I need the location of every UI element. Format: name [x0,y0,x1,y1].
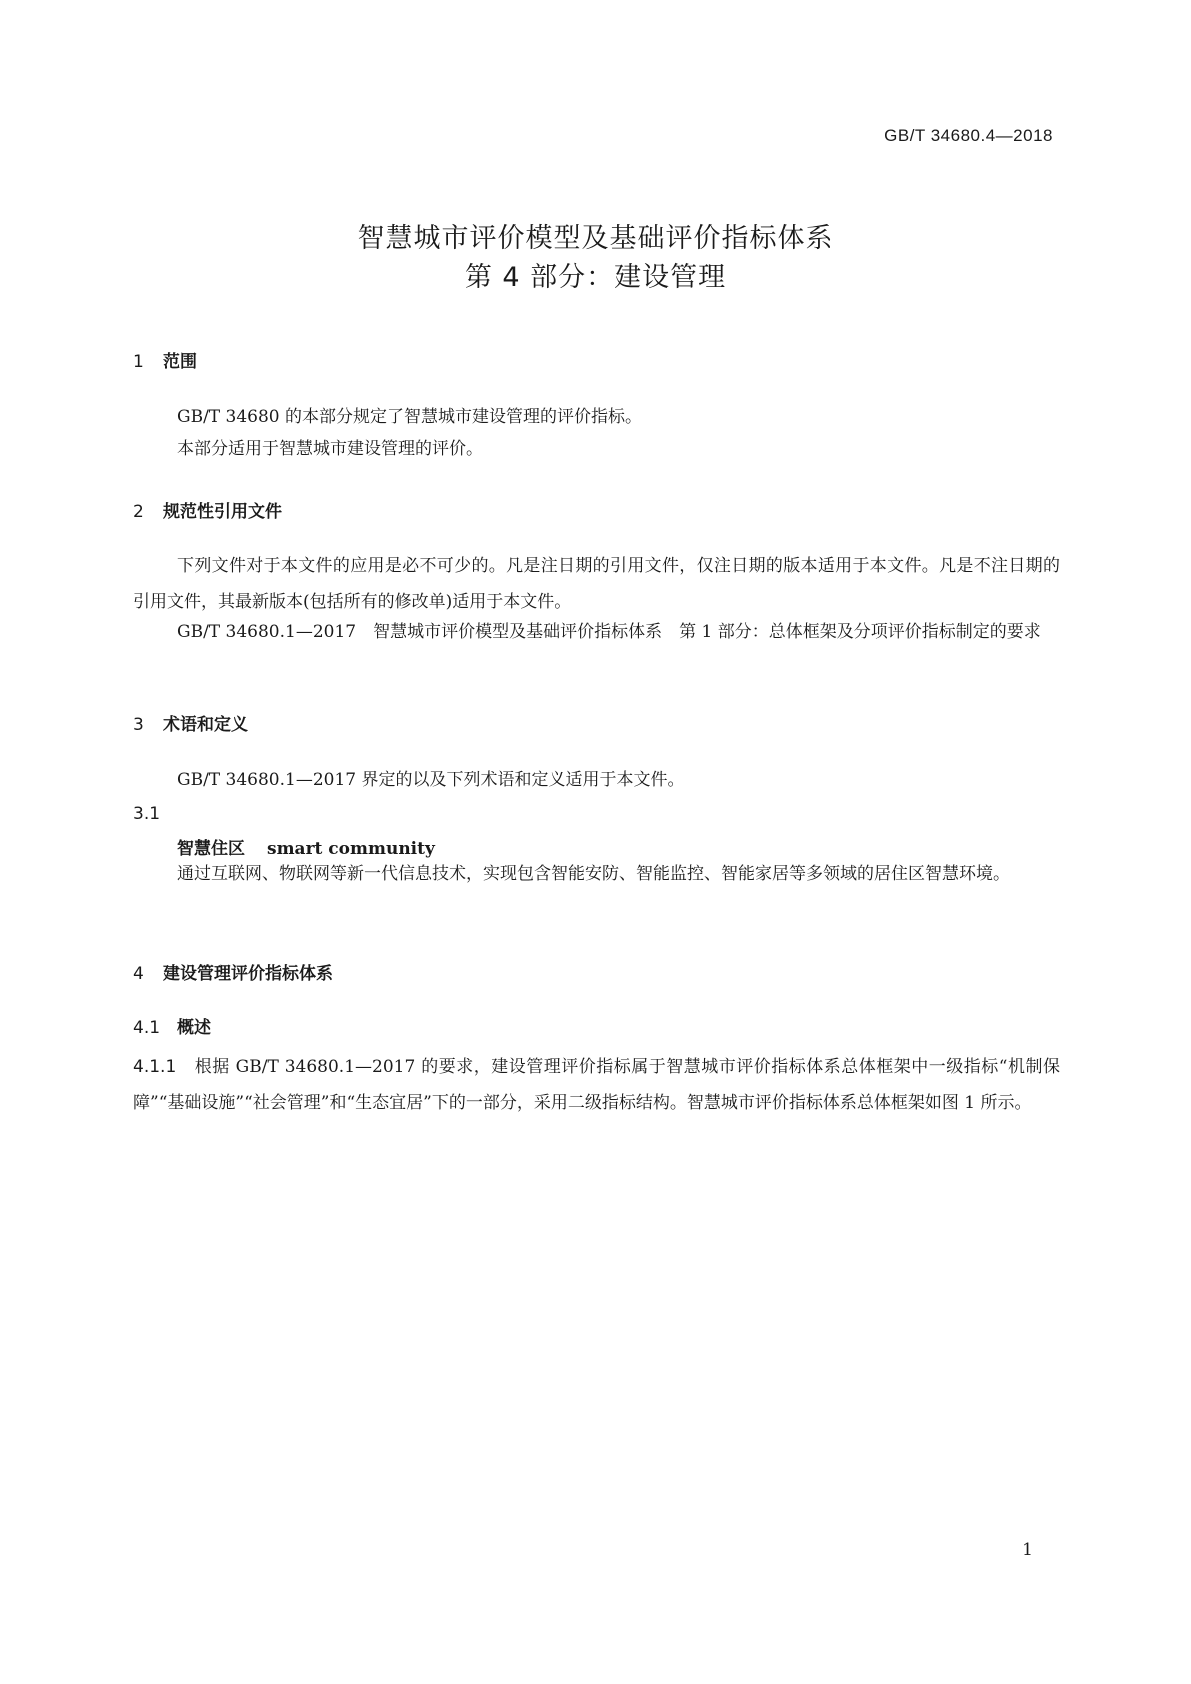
document-title-line2: 第 4 部分：建设管理 [464,262,727,293]
section-1-paragraph-1: GB/T 34680 的本部分规定了智慧城市建设管理的评价指标。 [177,407,643,427]
clause-4-1-1 [133,1049,1060,1121]
section-number: 3 [133,715,144,735]
section-title: 术语和定义 [163,715,248,735]
page-number: 1 [1022,1540,1033,1560]
section-3-paragraph-1: GB/T 34680.1—2017 界定的以及下列术语和定义适用于本文件。 [177,770,685,790]
section-4-heading [133,959,333,984]
section-title: 规范性引用文件 [163,502,282,522]
subsection-number: 4.1 [133,1018,161,1038]
clause-text: 根据 GB/T 34680.1—2017 的要求，建设管理评价指标属于智慧城市评价指标体系总体框架中一级指标“机制保障”“基础设施”“社会管理”和“生态宜居”下的一部分，采用二级指标结构。智慧城市评价指标体系总体框架如图 1 所示。 [133,1057,1060,1113]
term-number: 3.1 [133,804,161,824]
section-title: 范围 [163,352,197,372]
standard-code: GB/T 34680.4—2018 [884,126,1053,145]
term-english: smart community [267,839,435,859]
section-number: 4 [133,964,144,984]
section-2-normative-reference: GB/T 34680.1—2017 智慧城市评价模型及基础评价指标体系 第 1 部分：总体框架及分项评价指标制定的要求 [177,622,1041,642]
subsection-4-1-heading [133,1013,211,1038]
section-1-heading [133,347,197,372]
section-number: 1 [133,352,144,372]
document-title-line1: 智慧城市评价模型及基础评价指标体系 [357,223,834,254]
section-number: 2 [133,502,144,522]
section-title: 建设管理评价指标体系 [163,964,333,984]
term-chinese: 智慧住区 [177,839,245,859]
subsection-title: 概述 [177,1018,211,1038]
section-2-paragraph-1: 下列文件对于本文件的应用是必不可少的。凡是注日期的引用文件，仅注日期的版本适用于本文件。凡是不注日期的引用文件，其最新版本(包括所有的修改单)适用于本文件。 [133,556,1060,612]
section-2-heading [133,497,282,522]
clause-number: 4.1.1 [133,1057,177,1077]
term-definition: 通过互联网、物联网等新一代信息技术，实现包含智能安防、智能监控、智能家居等多领域的居住区智慧环境。 [177,864,1010,884]
section-1-paragraph-2: 本部分适用于智慧城市建设管理的评价。 [177,439,483,459]
section-3-heading [133,710,248,735]
